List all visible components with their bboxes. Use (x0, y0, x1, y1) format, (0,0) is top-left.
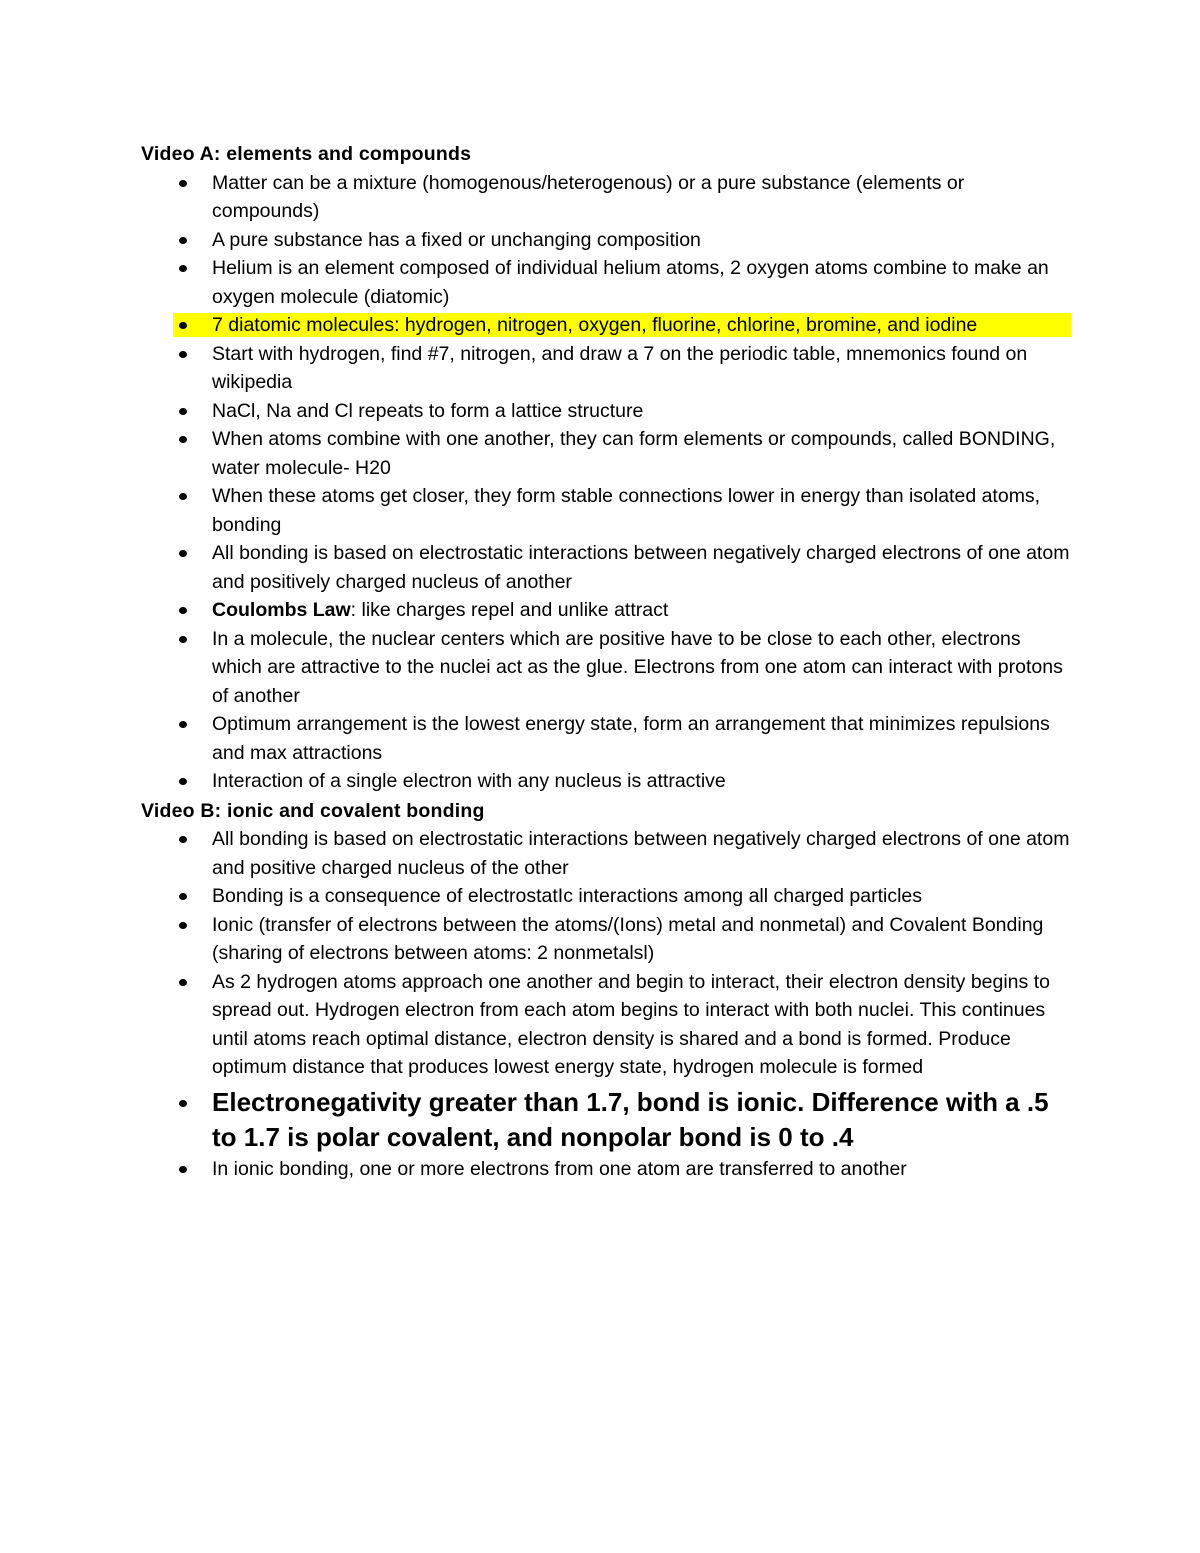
bullet-icon (179, 408, 187, 415)
list-item: Start with hydrogen, find #7, nitrogen, and draw a 7 on the periodic table, mnemonics found on wikipedia (141, 340, 1071, 397)
list-item: Helium is an element composed of individual helium atoms, 2 oxygen atoms combine to make an oxygen molecule (diatomic) (141, 254, 1071, 311)
bullet-icon (179, 1166, 187, 1173)
bullet-icon (179, 436, 187, 443)
bullet-icon (179, 922, 187, 929)
list-item: In a molecule, the nuclear centers which are positive have to be close to each other, electrons which are attractive to the nuclei act as the glue. Electrons from one atom can interact with protons of another (141, 625, 1071, 711)
list-item: When these atoms get closer, they form stable connections lower in energy than isolated atoms, bonding (141, 482, 1071, 539)
emphasized-list-item: Electronegativity greater than 1.7, bond is ionic. Difference with a .5 to 1.7 is polar covalent, and nonpolar bond is 0 to .4 (141, 1085, 1071, 1155)
bullet-icon (179, 550, 187, 557)
bullet-list-video-b (141, 825, 1071, 1183)
list-item: In ionic bonding, one or more electrons from one atom are transferred to another (141, 1155, 1071, 1184)
bullet-icon (179, 493, 187, 500)
section-heading-video-a: Video A: elements and compounds (141, 143, 472, 165)
bullet-icon (179, 778, 187, 785)
bullet-icon (179, 322, 187, 329)
bullet-icon (179, 836, 187, 843)
highlighted-text: 7 diatomic molecules: hydrogen, nitrogen, oxygen, fluorine, chlorine, bromine, and iodine (212, 314, 978, 336)
highlighted-list-item (141, 311, 1071, 340)
list-item: Optimum arrangement is the lowest energy state, form an arrangement that minimizes repulsions and max attractions (141, 710, 1071, 767)
bullet-icon (179, 237, 187, 244)
list-item: Matter can be a mixture (homogenous/heterogenous) or a pure substance (elements or compounds) (141, 169, 1071, 226)
bullet-list-video-a (141, 169, 1071, 796)
bullet-icon (179, 1100, 187, 1107)
list-item: Coulombs Law: like charges repel and unlike attract (141, 596, 1071, 625)
bullet-icon (179, 180, 187, 187)
bullet-icon (179, 265, 187, 272)
list-item: Bonding is a consequence of electrostatIc interactions among all charged particles (141, 882, 1071, 911)
list-item: A pure substance has a fixed or unchanging composition (141, 226, 1071, 255)
bullet-icon (179, 607, 187, 614)
notes-content (141, 140, 1071, 1183)
list-item: NaCl, Na and Cl repeats to form a lattice structure (141, 397, 1071, 426)
list-item: All bonding is based on electrostatic interactions between negatively charged electrons of one atom and positive charged nucleus of the other (141, 825, 1071, 882)
bullet-icon (179, 721, 187, 728)
list-item: As 2 hydrogen atoms approach one another and begin to interact, their electron density begins to spread out. Hydrogen electron from each atom begins to interact with both nuclei. This continues until atoms reach optimal distance, electron density is shared and a bond is formed. Produce optimum distance that produces lowest energy state, hydrogen molecule is formed (141, 968, 1071, 1082)
bullet-icon (179, 636, 187, 643)
list-item: Ionic (transfer of electrons between the atoms/(Ions) metal and nonmetal) and Covalent Bonding (sharing of electrons between atoms: 2 nonmetalsl) (141, 911, 1071, 968)
list-item: All bonding is based on electrostatic interactions between negatively charged electrons of one atom and positively charged nucleus of another (141, 539, 1071, 596)
list-item: Interaction of a single electron with any nucleus is attractive (141, 767, 1071, 796)
bullet-icon (179, 979, 187, 986)
list-item: When atoms combine with one another, they can form elements or compounds, called BONDING, water molecule- H20 (141, 425, 1071, 482)
bullet-icon (179, 351, 187, 358)
section-heading-video-b: Video B: ionic and covalent bonding (141, 799, 485, 822)
bullet-icon (179, 893, 187, 900)
coulombs-law-term: Coulombs Law (212, 599, 351, 621)
